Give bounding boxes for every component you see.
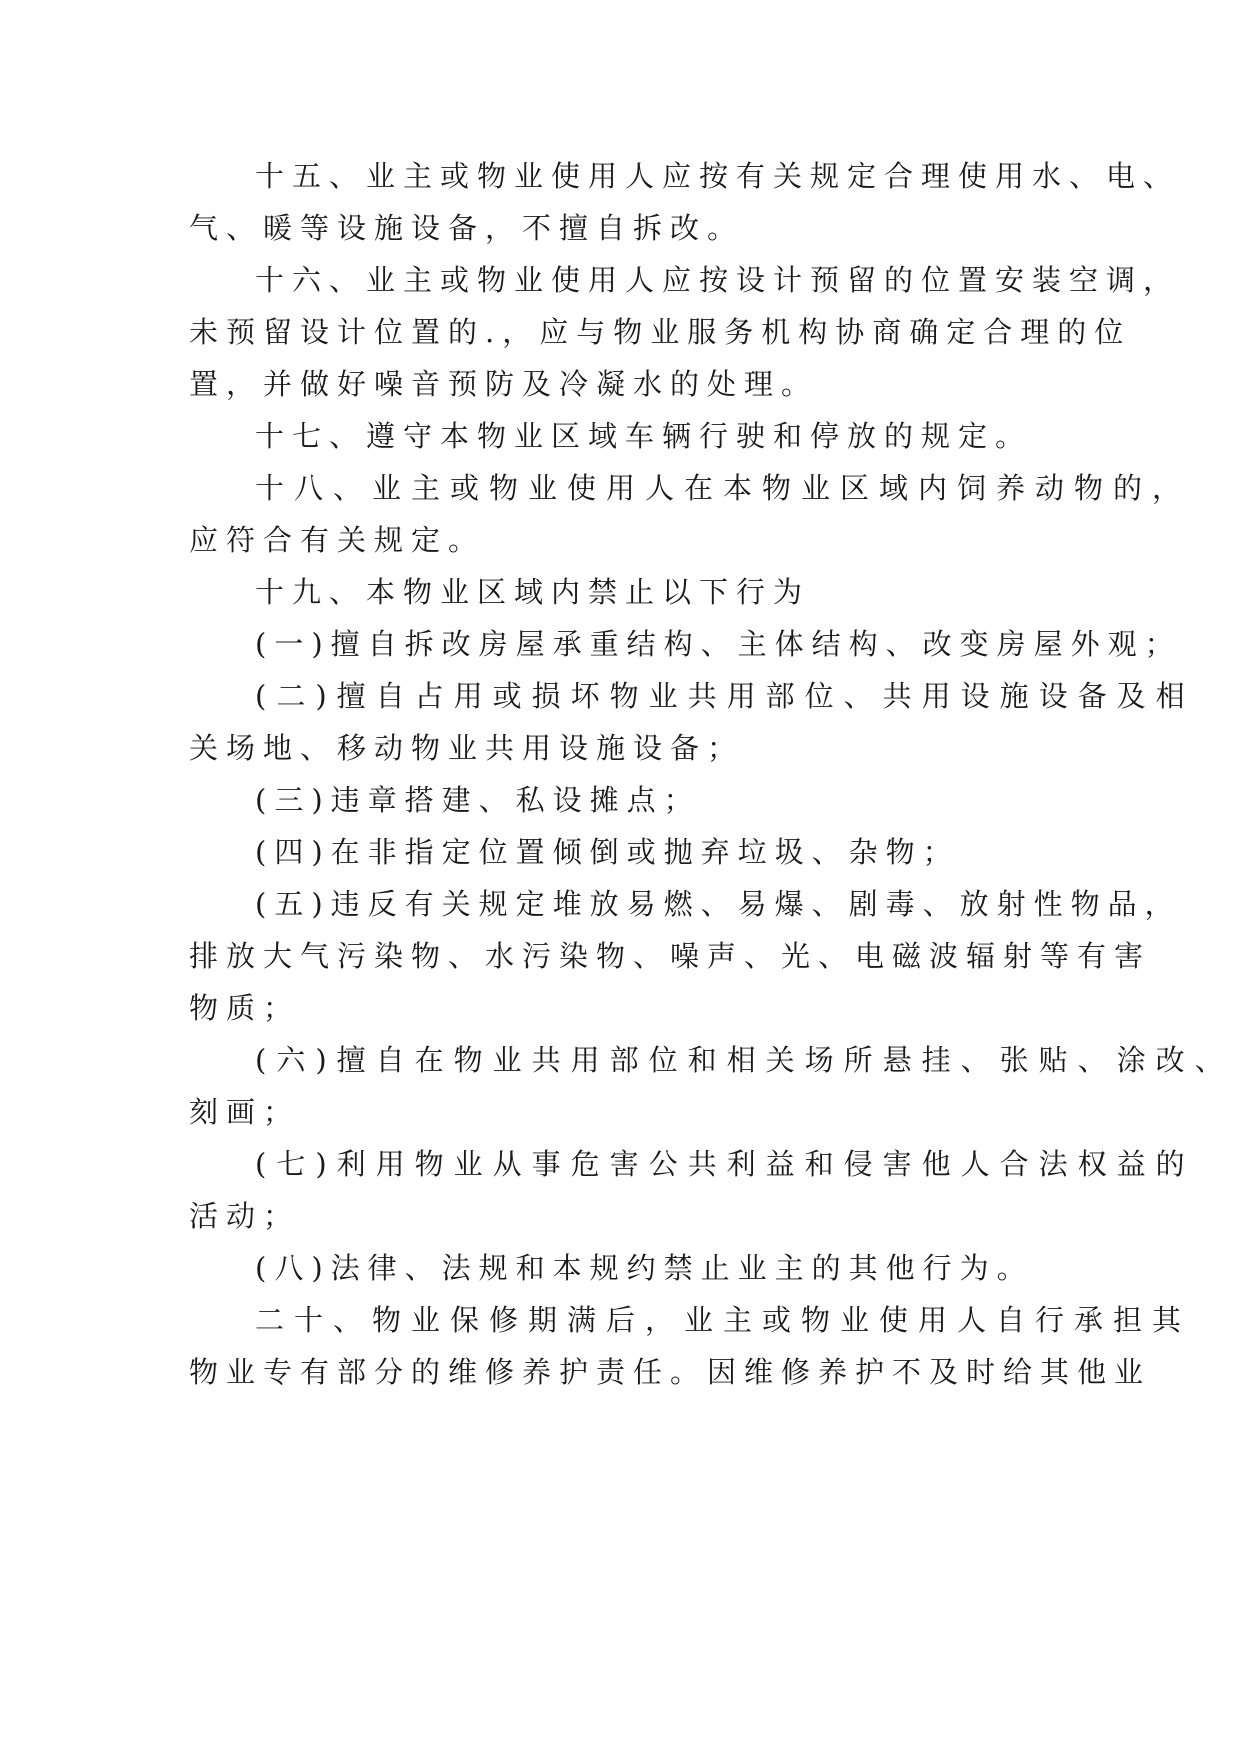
paragraph-17-line-1: 十七、遵守本物业区域车辆行驶和停放的规定。 xyxy=(255,419,1033,453)
item-5-line-3: 物质； xyxy=(189,991,301,1025)
item-5-line-1: (五)违反有关规定堆放易燃、易爆、剧毒、放射性物品， xyxy=(255,887,1182,921)
item-1-line-1: (一)擅自拆改房屋承重结构、主体结构、改变房屋外观； xyxy=(255,627,1182,661)
item-6-line-2: 刻画； xyxy=(189,1095,301,1129)
paragraph-16-line-3: 置，并做好噪音预防及冷凝水的处理。 xyxy=(189,367,819,401)
item-4-line-1: (四)在非指定位置倾倒或抛弃垃圾、杂物； xyxy=(255,835,960,869)
item-5-line-2: 排放大气污染物、水污染物、噪声、光、电磁波辐射等有害 xyxy=(189,939,1152,973)
paragraph-16-line-2: 未预留设计位置的.，应与物业服务机构协商确定合理的位 xyxy=(189,315,1132,349)
item-3-line-1: (三)违章搭建、私设摊点； xyxy=(255,783,701,817)
item-6-line-1: (六)擅自在物业共用部位和相关场所悬挂、张贴、涂改、 xyxy=(255,1043,1234,1077)
item-2-line-1: (二)擅自占用或损坏物业共用部位、共用设施设备及相 xyxy=(255,679,1195,713)
paragraph-20-line-2: 物业专有部分的维修养护责任。因维修养护不及时给其他业 xyxy=(189,1355,1152,1389)
paragraph-19-line-1: 十九、本物业区域内禁止以下行为 xyxy=(255,575,811,609)
paragraph-16-line-1: 十六、业主或物业使用人应按设计预留的位置安装空调， xyxy=(255,263,1181,297)
paragraph-18-line-1: 十八、业主或物业使用人在本物业区域内饲养动物的， xyxy=(255,471,1192,505)
item-7-line-1: (七)利用物业从事危害公共利益和侵害他人合法权益的 xyxy=(255,1147,1195,1181)
item-2-line-2: 关场地、移动物业共用设施设备； xyxy=(189,731,745,765)
paragraph-15-line-2: 气、暖等设施设备，不擅自拆改。 xyxy=(189,211,745,245)
paragraph-18-line-2: 应符合有关规定。 xyxy=(189,523,486,557)
paragraph-15-line-1: 十五、业主或物业使用人应按有关规定合理使用水、电、 xyxy=(255,159,1181,193)
item-7-line-2: 活动； xyxy=(189,1199,301,1233)
item-8-line-1: (八)法律、法规和本规约禁止业主的其他行为。 xyxy=(255,1251,1034,1285)
paragraph-20-line-1: 二十、物业保修期满后，业主或物业使用人自行承担其 xyxy=(255,1303,1192,1337)
